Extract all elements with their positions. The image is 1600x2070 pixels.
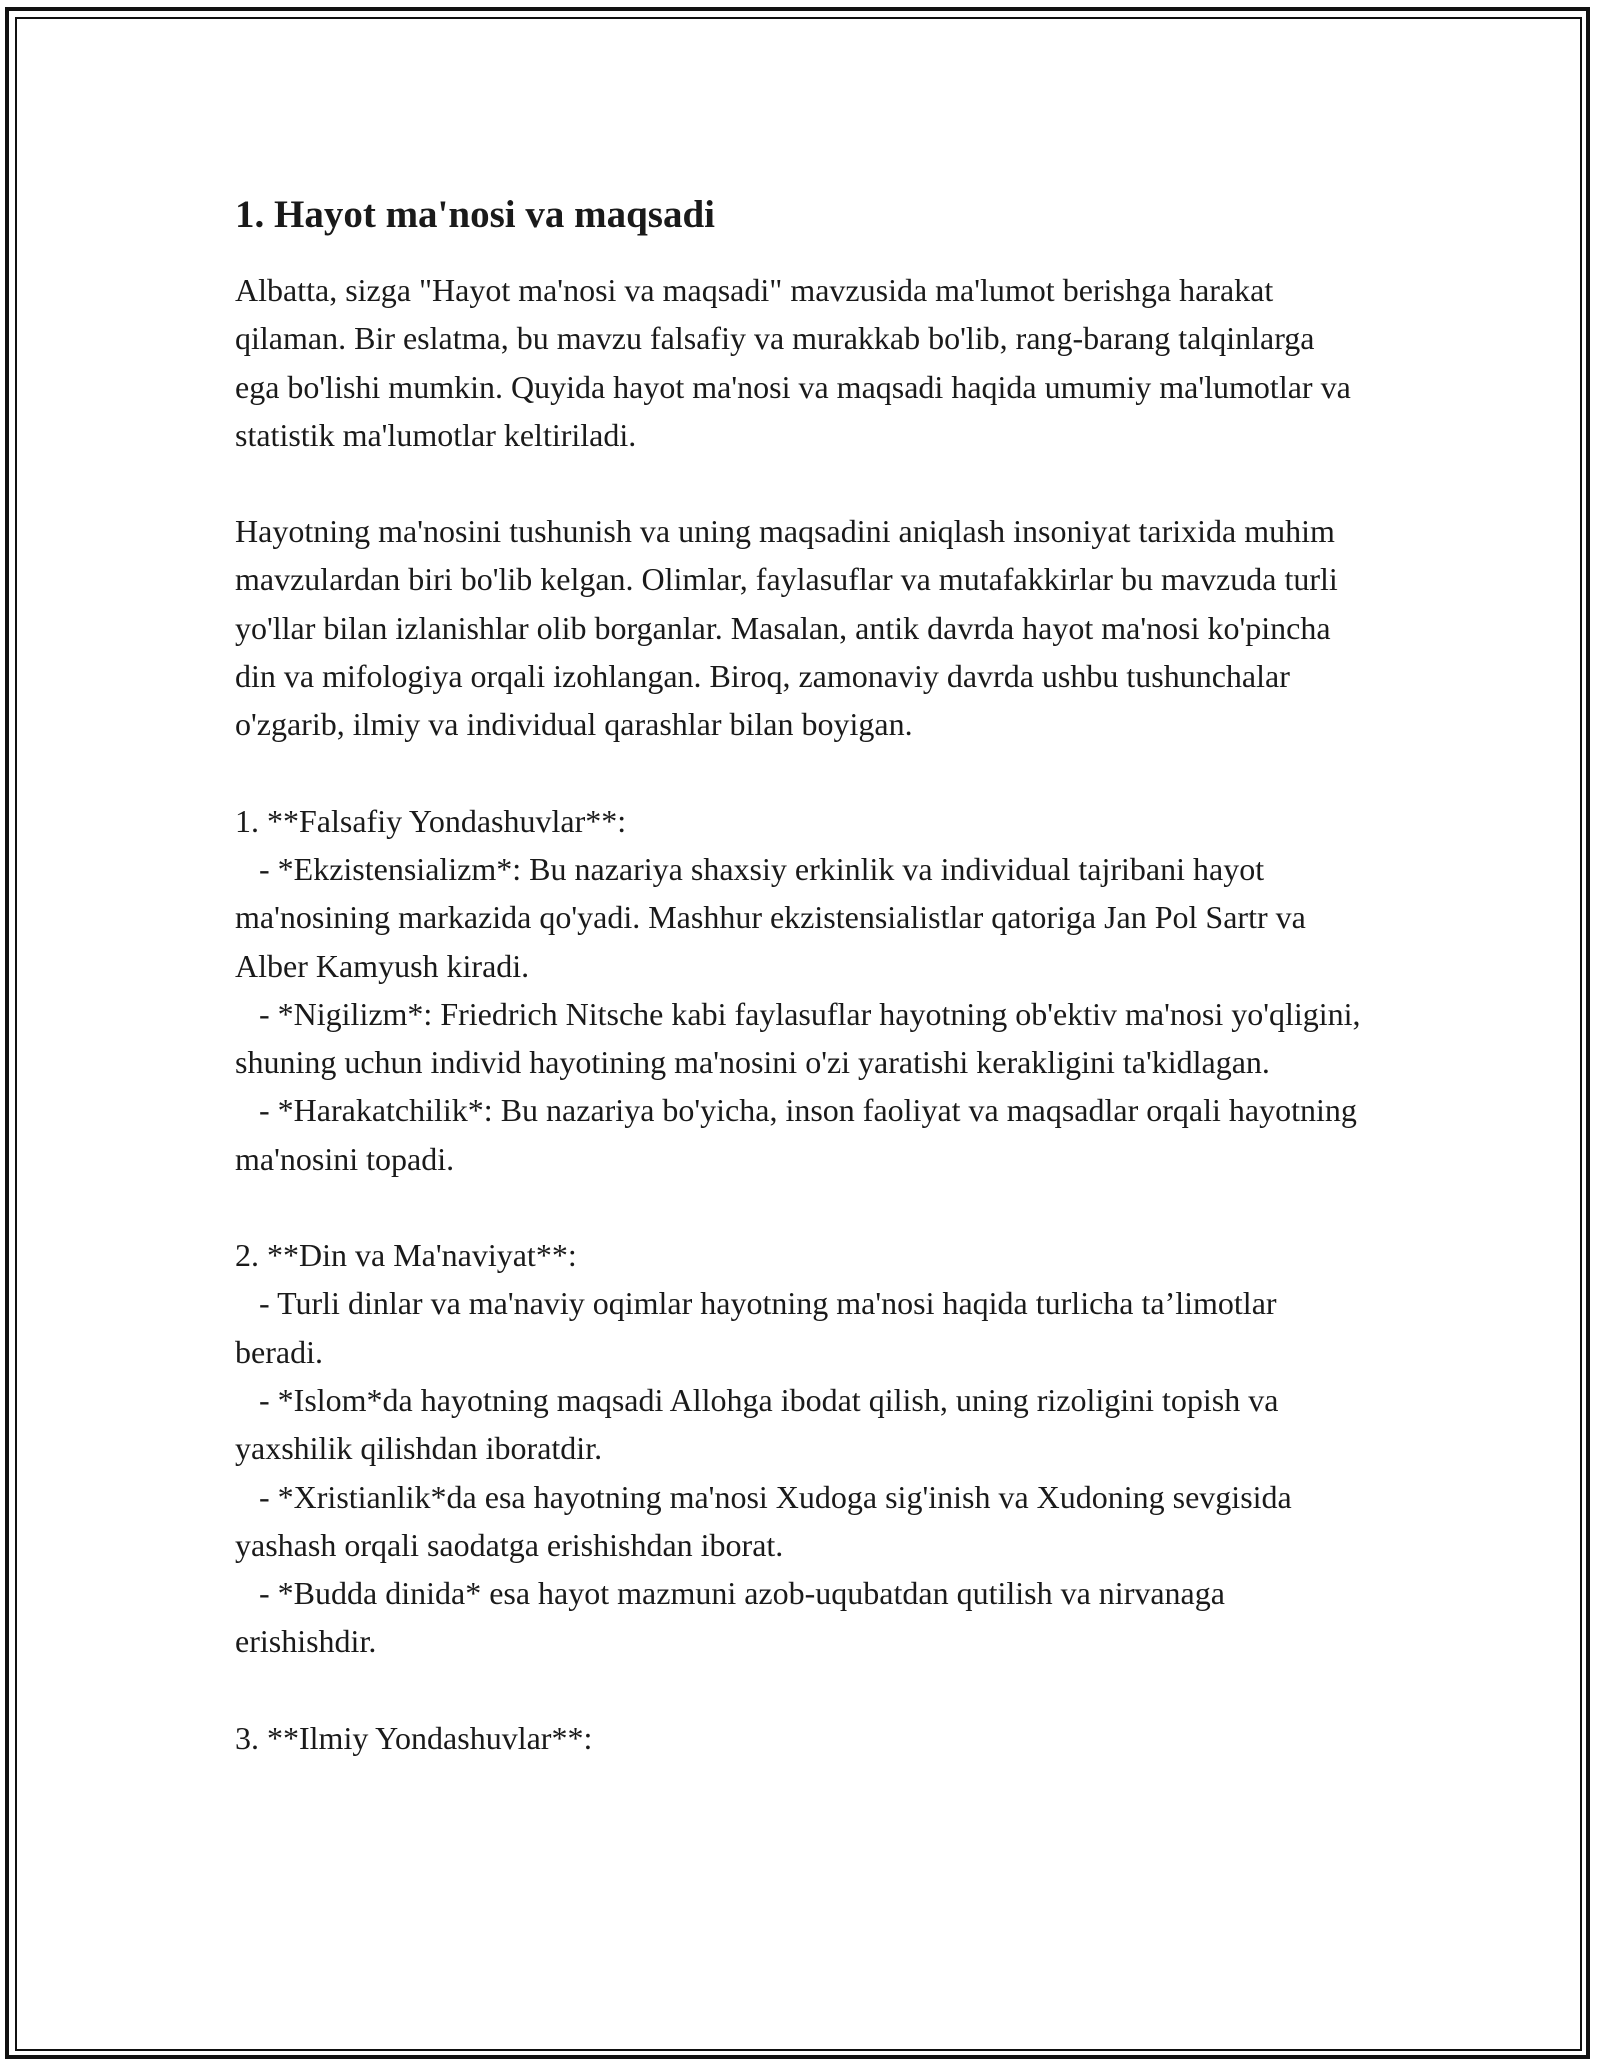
section-science xyxy=(235,1714,1365,1762)
page-title: 1. Hayot ma'nosi va maqsadi xyxy=(235,193,715,236)
list-item: - *Budda dinida* esa hayot mazmuni azob-uqubatdan qutilish va nirvanaga erishishdir. xyxy=(235,1575,1233,1660)
section-title: 2. **Din va Ma'naviyat**: xyxy=(235,1237,577,1274)
section-title: 1. **Falsafiy Yondashuvlar**: xyxy=(235,802,627,839)
intro-paragraph: Albatta, sizga "Hayot ma'nosi va maqsadi" mavzusida ma'lumot berishga harakat qilaman. Bir eslatma, bu mavzu falsafiy va murakkab bo'lib, rang-barang talqinlarga ega bo'lishi mumkin. Quyida hayot ma'nosi va maqsadi haqida umumiy ma'lumotlar va statistik ma'lumotlar keltiriladi. xyxy=(235,272,1351,453)
list-item: - Turli dinlar va ma'naviy oqimlar hayotning ma'nosi haqida turlicha ta’limotlar beradi. xyxy=(235,1285,1285,1370)
list-item: - *Harakatchilik*: Bu nazariya bo'yicha, inson faoliyat va maqsadlar orqali hayotning ma'nosini topadi. xyxy=(235,1092,1365,1177)
list-item: - *Ekzistensializm*: Bu nazariya shaxsiy erkinlik va individual tajribani hayot ma'nosining markazida qo'yadi. Mashhur ekzistensialistlar qatoriga Jan Pol Sartr va Alber Kamyush kiradi. xyxy=(235,850,1313,984)
list-item: - *Xristianlik*da esa hayotning ma'nosi Xudoga sig'inish va Xudoning sevgisida yashash orqali saodatga erishishdan iborat. xyxy=(235,1478,1300,1563)
list-item: - *Islom*da hayotning maqsadi Allohga ibodat qilish, uning rizoligini topish va yaxshilik qilishdan iboratdir. xyxy=(235,1381,1287,1467)
section-philosophy xyxy=(235,797,1369,1183)
section-religion xyxy=(235,1231,1365,1666)
document-body xyxy=(235,190,1369,1810)
section-title: 3. **Ilmiy Yondashuvlar**: xyxy=(235,1719,593,1756)
list-item: - *Nigilizm*: Friedrich Nitsche kabi faylasuflar hayotning ob'ektiv ma'nosi yo'qligini, shuning uchun individ hayotining ma'nosini o'zi yaratishi kerakligini ta'kidlagan. xyxy=(235,995,1369,1081)
context-paragraph: Hayotning ma'nosini tushunish va uning maqsadini aniqlash insoniyat tarixida muhim mavzulardan biri bo'lib kelgan. Olimlar, faylasuflar va mutafakkirlar bu mavzuda turli yo'llar bilan izlanishlar olib borganlar. Masalan, antik davrda hayot ma'nosi ko'pincha din va mifologiya orqali izohlangan. Biroq, zamonaviy davrda ushbu tushunchalar o'zgarib, ilmiy va individual qarashlar bilan boyigan. xyxy=(235,513,1338,743)
